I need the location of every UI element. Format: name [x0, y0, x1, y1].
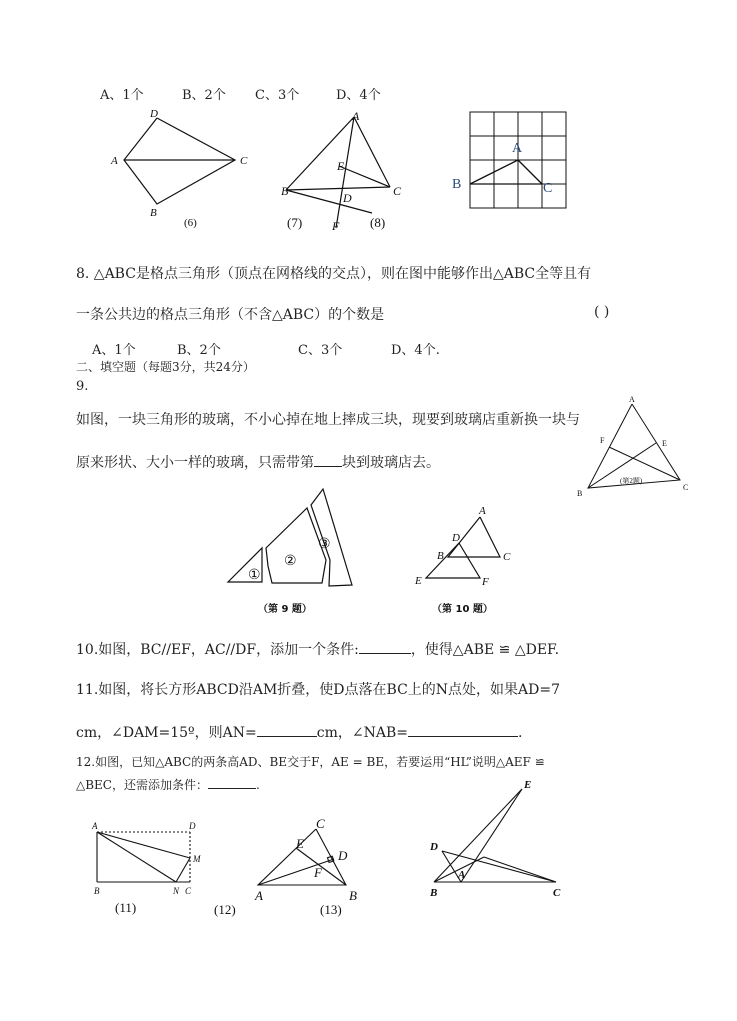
- fig2-label-a: A: [629, 395, 635, 404]
- fig2-label-e: E: [662, 439, 667, 448]
- fig13-caption: (13): [320, 902, 342, 917]
- fig2-caption: (第2题): [620, 477, 643, 485]
- q7-option-b: B、2个: [182, 88, 226, 103]
- fig13-label-e: E: [296, 836, 304, 851]
- fig78-label-d: D: [343, 191, 352, 205]
- fig11-label-d: D: [189, 821, 196, 831]
- q9-line2-a: 原来形状、大小一样的玻璃，只需带第: [76, 455, 314, 471]
- q12-line2-b: .: [256, 778, 260, 792]
- grid-label-c: C: [543, 181, 553, 196]
- q11-line2-c: .: [517, 725, 523, 741]
- fig11-label-m: M: [193, 854, 201, 864]
- q9-line2-b: 块到玻璃店去。: [342, 455, 440, 471]
- q11-line2-a: cm，∠DAM=15º，则AN=: [76, 725, 257, 741]
- q7-option-c: C、3个: [255, 88, 300, 103]
- fig6-caption: (6): [184, 217, 197, 229]
- q9-number: 9.: [76, 379, 89, 394]
- q11-line2-b: cm，∠NAB=: [316, 725, 408, 741]
- fig78-label-e: E: [337, 159, 345, 173]
- q8-paren: ( ): [594, 304, 610, 320]
- right-label-e: E: [524, 779, 532, 791]
- fig10-label-d: D: [452, 532, 460, 544]
- q8-option-d: D、4个.: [391, 343, 440, 358]
- fig10-label-b: B: [437, 550, 444, 562]
- fig13-label-c: C: [316, 816, 325, 831]
- fig9-piece-3: ③: [318, 537, 331, 552]
- fig13-label-b: B: [349, 888, 357, 903]
- fig11-caption: (11): [115, 900, 137, 915]
- fig11-label-b: B: [94, 886, 100, 896]
- fig13-label-f: F: [314, 865, 322, 880]
- q9-line1: 如图，一块三角形的玻璃，不小心掉在地上摔成三块，现要到玻璃店重新换一块与: [76, 412, 580, 428]
- section-title: 二、填空题（每题3分，共24分）: [76, 360, 255, 374]
- q8-option-a: A、1个: [92, 343, 136, 358]
- fig11-label-a: A: [92, 821, 98, 831]
- fig2-label-b: B: [577, 489, 583, 498]
- fig9-caption: （第 9 题）: [258, 604, 312, 615]
- fig6-label-b: B: [150, 207, 157, 219]
- fig9-piece-1: ①: [248, 568, 261, 583]
- q8-line2: 一条公共边的格点三角形（不含△ABC）的个数是: [76, 307, 385, 323]
- fig6-label-c: C: [240, 155, 248, 167]
- fig10-caption: （第 10 题）: [432, 604, 493, 615]
- fig78-label-b: B: [281, 184, 289, 198]
- fig2-label-f: F: [600, 436, 605, 445]
- grid-label-a: A: [512, 141, 523, 156]
- q7-option-a: A、1个: [100, 88, 144, 103]
- right-label-b: B: [430, 887, 438, 899]
- fig11-label-c: C: [185, 886, 192, 896]
- fig10-label-c: C: [503, 551, 511, 563]
- fig78-label-f: F: [332, 219, 340, 233]
- fig78-label-a: A: [352, 109, 360, 123]
- q11-line1: 11.如图，将长方形ABCD沿AM折叠，使D点落在BC上的N点处，如果AD=7: [76, 682, 561, 698]
- fig6-label-d: D: [150, 108, 158, 120]
- fig11-label-n: N: [173, 886, 180, 896]
- q12-line2-a: △BEC，还需添加条件：: [76, 778, 208, 792]
- q10-text-a: 10.如图，BC//EF，AC//DF，添加一个条件:: [76, 642, 359, 658]
- grid-label-b: B: [452, 177, 462, 192]
- fig10-label-e: E: [415, 575, 422, 587]
- q7-option-d: D、4个: [336, 88, 381, 103]
- fig2-label-c: C: [683, 483, 689, 492]
- fig13-label-d: D: [338, 848, 348, 863]
- q12-line1: 12.如图，已知△ABC的两条高AD、BE交于F，AE = BE，若要运用“HL”说明△AEF ≌: [76, 755, 545, 769]
- fig78-label-c: C: [393, 184, 402, 198]
- fig10-label-f: F: [482, 576, 489, 588]
- right-label-a: A: [458, 869, 466, 881]
- fig13-label-a: A: [255, 888, 263, 903]
- q8-line1: 8. △ABC是格点三角形（顶点在网格线的交点），则在图中能够作出△ABC全等且有: [76, 266, 592, 282]
- fig12-caption: (12): [214, 902, 236, 917]
- fig6-label-a: A: [111, 155, 118, 167]
- fig10-label-a: A: [479, 505, 486, 517]
- fig9-piece-2: ②: [284, 554, 297, 569]
- right-label-c: C: [553, 887, 561, 899]
- q8-option-b: B、2个: [177, 343, 221, 358]
- q10-text-b: ，使得△ABE ≌ △DEF.: [410, 642, 560, 658]
- fig7-caption: (7): [287, 215, 303, 230]
- q8-option-c: C、3个: [298, 343, 343, 358]
- fig8-caption: (8): [370, 215, 386, 230]
- right-label-d: D: [430, 841, 438, 853]
